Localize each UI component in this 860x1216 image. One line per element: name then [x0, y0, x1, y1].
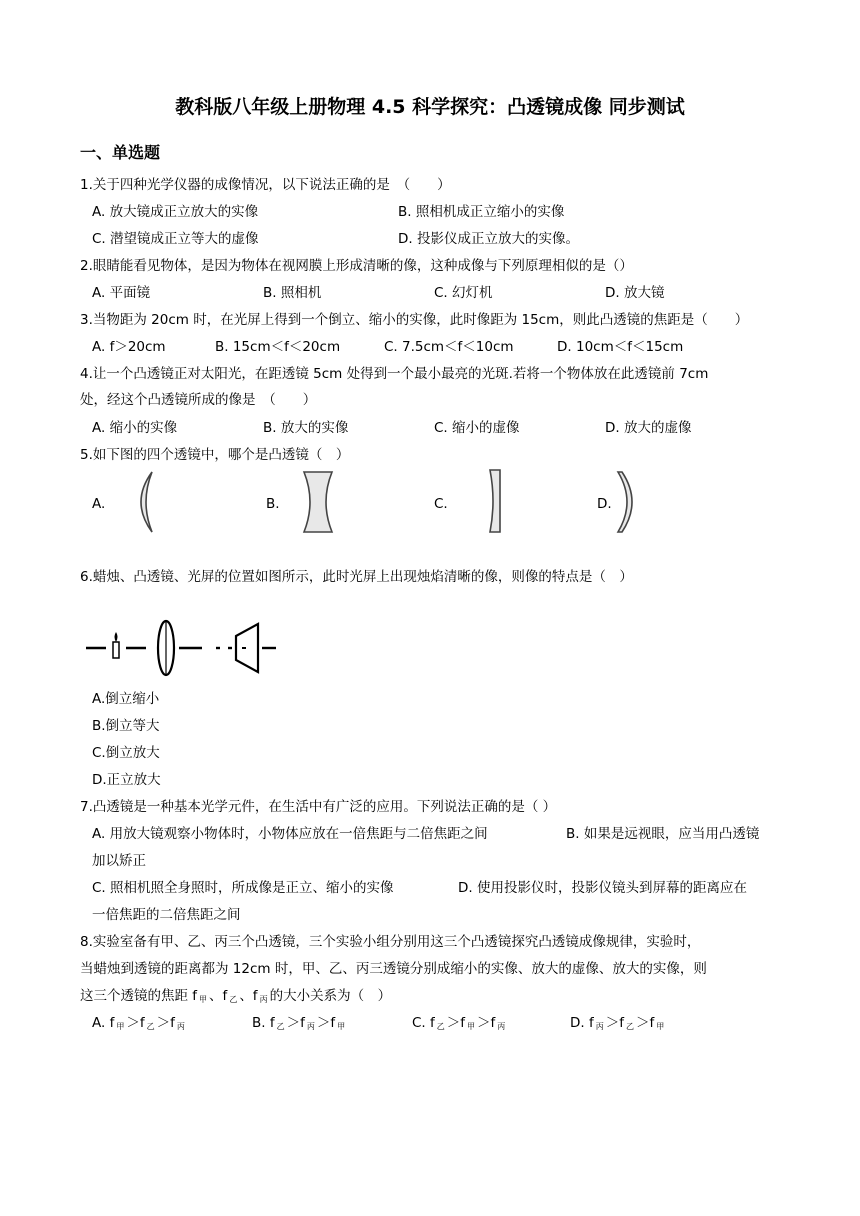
question-8-option-b: B. f $_乙$ ＞f $_丙$ ＞f $_甲$ — [252, 1015, 346, 1031]
question-3-option-d: D. 10cm＜f＜15cm — [557, 339, 684, 355]
question-5-option-c: C. — [434, 496, 448, 512]
question-7-option-d: D. 使用投影仪时，投影仪镜头到屏幕的距离应在 — [458, 880, 747, 896]
question-2-option-c: C. 幻灯机 — [434, 285, 493, 301]
question-1-option-c: C. 潜望镜成正立等大的虚像 — [92, 231, 259, 247]
question-4-option-d: D. 放大的虚像 — [605, 420, 692, 436]
question-6-option-b: B.倒立等大 — [92, 718, 160, 734]
question-8-stem-line-3: 这三个透镜的焦距 f $_甲$ 、f $_乙$ 、f $_丙$ 的大小关系为（ ） — [80, 988, 392, 1004]
question-5-option-b: B. — [266, 496, 280, 512]
section-heading: 一、单选题 — [80, 143, 161, 162]
question-7-option-b: B. 如果是远视眼，应当用凸透镜 — [566, 826, 760, 842]
plano-concave-lens-figure-c — [480, 468, 510, 534]
question-4-option-b: B. 放大的实像 — [263, 420, 349, 436]
question-7-option-a: A. 用放大镜观察小物体时，小物体应放在一倍焦距与二倍焦距之间 — [92, 826, 488, 842]
question-4-option-c: C. 缩小的虚像 — [434, 420, 520, 436]
candle-icon — [113, 632, 119, 658]
question-6-option-c: C.倒立放大 — [92, 745, 160, 761]
question-4-option-a: A. 缩小的实像 — [92, 420, 178, 436]
question-1-option-a: A. 放大镜成正立放大的实像 — [92, 204, 259, 220]
question-3-option-a: A. f＞20cm — [92, 339, 166, 355]
question-3-option-c: C. 7.5cm＜f＜10cm — [384, 339, 514, 355]
question-4-stem-line-1: 4.让一个凸透镜正对太阳光，在距透镜 5cm 处得到一个最小最亮的光斑.若将一个物体放在此透镜前 7cm — [80, 366, 709, 382]
question-7-option-c: C. 照相机照全身照时，所成像是正立、缩小的实像 — [92, 880, 394, 896]
question-8-option-d: D. f $_丙$ ＞f $_乙$ ＞f $_甲$ — [570, 1015, 665, 1031]
question-2-option-a: A. 平面镜 — [92, 285, 151, 301]
question-8-option-c: C. f $_乙$ ＞f $_甲$ ＞f $_丙$ — [412, 1015, 506, 1031]
question-3-option-b: B. 15cm＜f＜20cm — [215, 339, 341, 355]
concave-convex-lens-figure-a — [126, 470, 166, 534]
question-2-option-b: B. 照相机 — [263, 285, 322, 301]
question-7-option-b-continued: 加以矫正 — [92, 853, 146, 869]
question-8-stem-line-1: 8.实验室备有甲、乙、丙三个凸透镜，三个实验小组分别用这三个凸透镜探究凸透镜成像规律，实验时， — [80, 934, 701, 950]
light-screen-icon — [236, 624, 258, 672]
question-7-stem: 7.凸透镜是一种基本光学元件，在生活中有广泛的应用。下列说法正确的是（ ） — [80, 799, 557, 815]
concave-lens-figure-b — [298, 470, 338, 534]
question-1-option-b: B. 照相机成正立缩小的实像 — [398, 204, 565, 220]
question-5-option-d: D. — [597, 496, 612, 512]
page-title: 教科版八年级上册物理 4.5 科学探究：凸透镜成像 同步测试 — [175, 96, 685, 118]
optical-bench-diagram — [84, 618, 278, 678]
question-6-option-d: D.正立放大 — [92, 772, 161, 788]
question-1-stem: 1.关于四种光学仪器的成像情况，以下说法正确的是 （ ） — [80, 177, 451, 193]
question-5-option-a: A. — [92, 496, 106, 512]
question-2-stem: 2.眼睛能看见物体，是因为物体在视网膜上形成清晰的像，这种成像与下列原理相似的是（） — [80, 258, 633, 274]
question-8-stem-line-2: 当蜡烛到透镜的距离都为 12cm 时，甲、乙、丙三透镜分别成缩小的实像、放大的虚像、放大的实像，则 — [80, 961, 707, 977]
question-1-option-d: D. 投影仪成正立放大的实像。 — [398, 231, 579, 247]
question-3-stem: 3.当物距为 20cm 时，在光屏上得到一个倒立、缩小的实像，此时像距为 15cm，则此凸透镜的焦距是（ ） — [80, 312, 749, 328]
question-4-stem-line-2: 处，经这个凸透镜所成的像是 （ ） — [80, 392, 317, 408]
question-6-option-a: A.倒立缩小 — [92, 691, 160, 707]
question-2-option-d: D. 放大镜 — [605, 285, 665, 301]
question-6-stem: 6.蜡烛、凸透镜、光屏的位置如图所示，此时光屏上出现烛焰清晰的像，则像的特点是（ ） — [80, 569, 633, 585]
meniscus-lens-figure-d — [612, 470, 642, 534]
question-5-stem: 5.如下图的四个透镜中，哪个是凸透镜（ ） — [80, 447, 350, 463]
convex-lens-icon — [158, 620, 174, 676]
question-7-option-d-continued: 一倍焦距的二倍焦距之间 — [92, 907, 241, 923]
question-8-option-a: A. f $_甲$ ＞f $_乙$ ＞f $_丙$ — [92, 1015, 185, 1031]
